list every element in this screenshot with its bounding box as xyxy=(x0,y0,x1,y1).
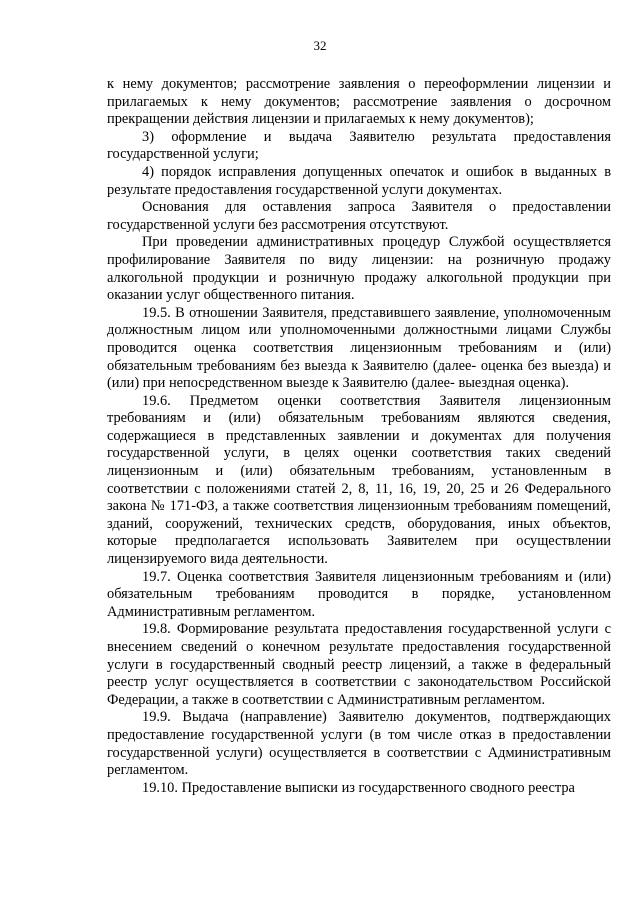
page-number: 32 xyxy=(313,38,327,53)
paragraph-19-8: 19.8. Формирование результата предоставления государственной услуги с внесением сведений о конечном результате предоставления государственной услуги в государственный сводный реестр лицензий, а также в федеральный реестр услуг осуществляется в соответствии с законодательством Российской Федерации, а также в соответствии с Административным регламентом. xyxy=(107,621,611,708)
paragraph-19-9: 19.9. Выдача (направление) Заявителю документов, подтверждающих предоставление государственной услуги (в том числе отказ в предоставлении государственной услуги) осуществляется в соответствии с Административным регламентом. xyxy=(107,709,611,779)
paragraph-item-3: 3) оформление и выдача Заявителю результата предоставления государственной услуги; xyxy=(107,128,611,163)
paragraph-profiling: При проведении административных процедур Службой осуществляется профилирование Заявителя по виду лицензии: на розничную продажу алкогольной продукции и розничную продажу алкогольной продукции при оказании услуг общественного питания. xyxy=(107,234,611,304)
paragraph-19-10: 19.10. Предоставление выписки из государственного сводного реестра xyxy=(142,779,575,796)
paragraph-19-6: 19.6. Предметом оценки соответствия Заявителя лицензионным требованиям и (или) обязательным требованиям являются сведения, содержащиеся в представленных заявлении и документах для получения государственной услуги, в целях оценки соответствия таких сведений лицензионным и (или) обязательным требованиям, установленным в соответствии с положениями статей 2, 8, 11, 16, 19, 20, 25 и 26 Федерального закона № 171-ФЗ, а также соответствия лицензионным требованиям помещений, зданий, сооружений, технических средств, оборудования, иных объектов, которые предполагается использовать Заявителем при осуществлении лицензируемого вида деятельности. xyxy=(107,392,611,568)
paragraph-continuation: к нему документов; рассмотрение заявления о переоформлении лицензии и прилагаемых к нему документов; рассмотрение заявления о досрочном прекращении действия лицензии и прилагаемых к нему документов); xyxy=(107,76,611,128)
paragraph-grounds: Основания для оставления запроса Заявителя о предоставлении государственной услуги без рассмотрения отсутствуют. xyxy=(107,199,611,233)
paragraph-19-5: 19.5. В отношении Заявителя, представившего заявление, уполномоченным должностным лицом или уполномоченными должностными лицами Службы проводится оценка соответствия лицензионным требованиям и (или) обязательным требованиям без выезда к Заявителю (далее- оценка без выезда) и (или) при непосредственном выезде к Заявителю (далее- выездная оценка). xyxy=(107,304,611,392)
paragraph-19-7: 19.7. Оценка соответствия Заявителя лицензионным требованиям и (или) обязательным требованиям проводится в порядке, установленном Административным регламентом. xyxy=(107,568,611,620)
document-body xyxy=(107,76,611,797)
paragraph-item-4: 4) порядок исправления допущенных опечаток и ошибок в выданных в результате предоставления государственной услуги документах. xyxy=(107,163,611,198)
